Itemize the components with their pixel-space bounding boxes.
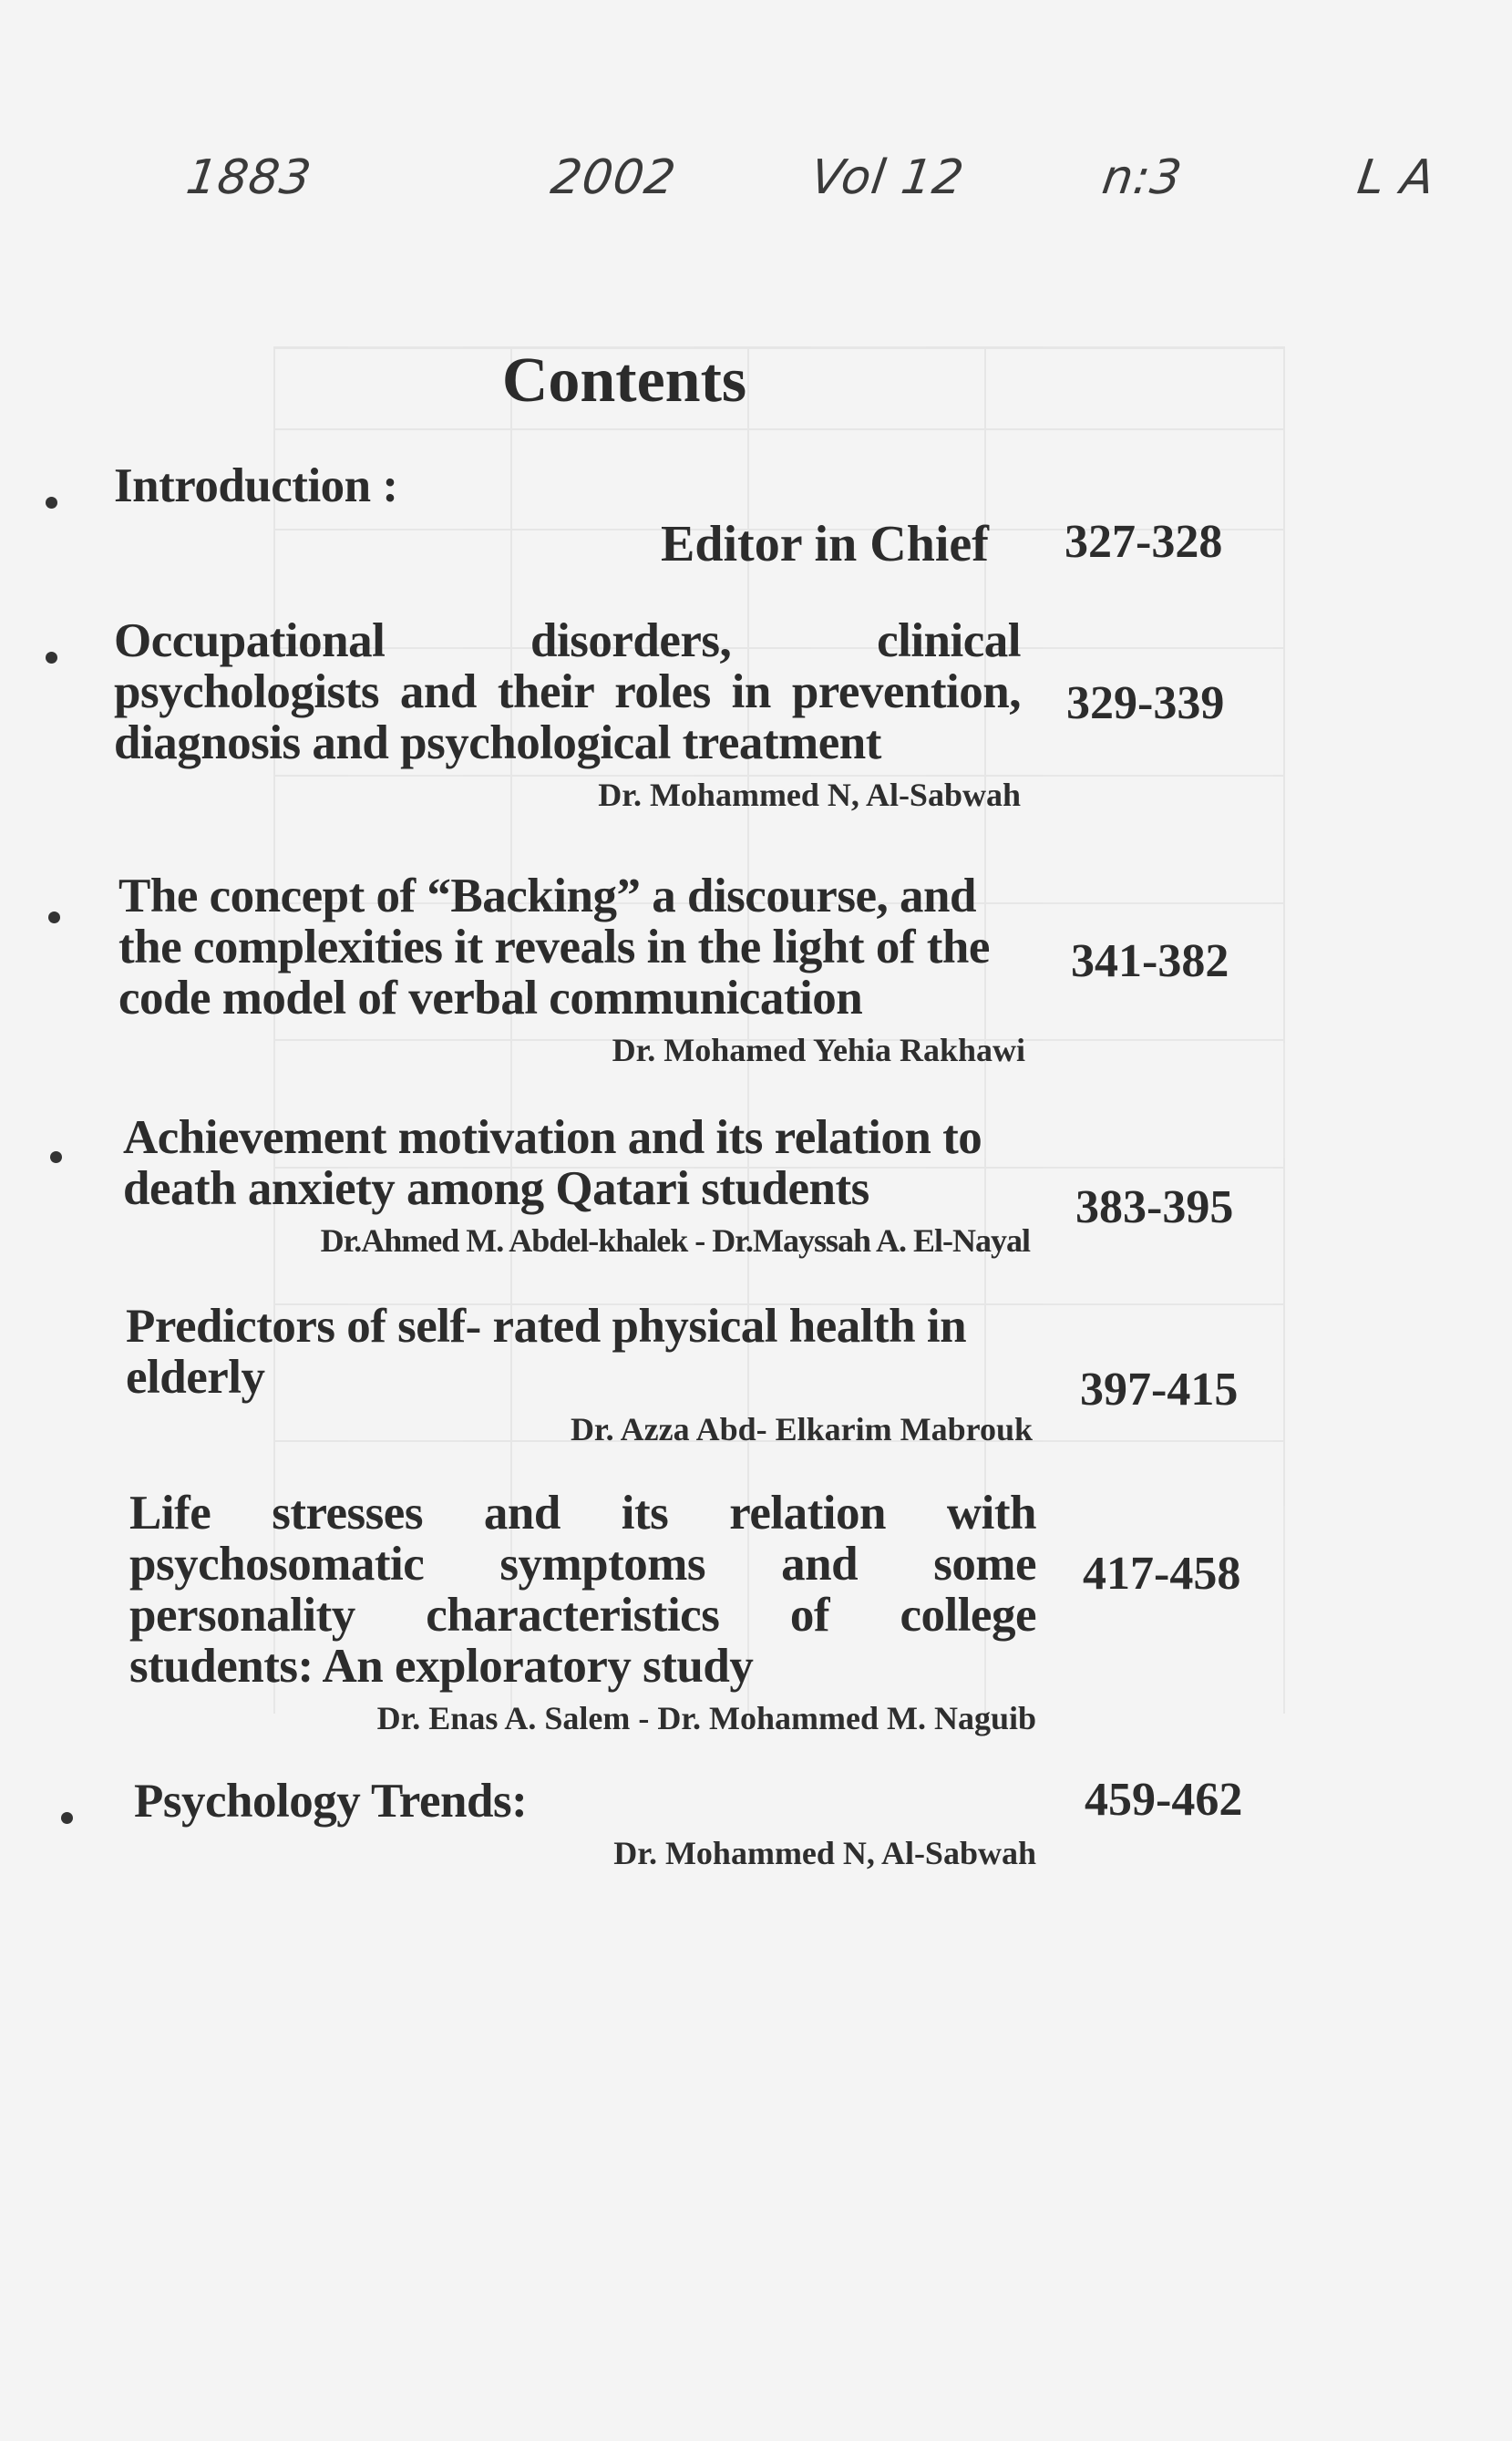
toc-entry	[126, 1301, 1033, 1448]
handwritten-note: 1883	[182, 150, 315, 205]
entry-author: Dr.Ahmed M. Abdel-khalek - Dr.Mayssah A. El-Nayal	[320, 1222, 1030, 1259]
page-title: Contents	[501, 345, 747, 416]
entry-title: The concept of “Backing” a discourse, and the complexities it reveals in the light of the code model of verbal communication	[118, 870, 990, 1025]
toc-entry	[114, 460, 1025, 511]
bullet-icon	[50, 1151, 62, 1163]
entry-author: Editor in Chief	[661, 516, 989, 572]
entry-title: Introduction :	[114, 459, 398, 512]
entry-author: Dr. Mohammed N, Al-Sabwah	[613, 1835, 1036, 1871]
entry-title: Psychology Trends:	[134, 1775, 528, 1828]
entry-pages: 397-415	[1080, 1364, 1239, 1416]
entry-pages: 383-395	[1075, 1181, 1234, 1233]
toc-entry	[123, 1112, 1030, 1260]
bullet-icon	[61, 1812, 73, 1824]
entry-author: Dr. Enas A. Salem - Dr. Mohammed M. Naguib	[376, 1700, 1036, 1736]
handwritten-note: Vol 12	[807, 150, 968, 205]
bullet-icon	[46, 652, 57, 664]
entry-pages: 459-462	[1085, 1774, 1243, 1826]
entry-author: Dr. Mohammed N, Al-Sabwah	[598, 777, 1021, 813]
toc-entry	[114, 615, 1021, 814]
entry-pages: 329-339	[1066, 677, 1225, 729]
bullet-icon	[48, 912, 60, 923]
entry-pages: 417-458	[1083, 1548, 1241, 1600]
entry-title: Occupational disorders, clinical psychologists and their roles in prevention, diagnosis and psychological treatment	[114, 614, 1021, 769]
handwritten-note: n:3	[1098, 150, 1186, 205]
handwritten-note: L A	[1353, 150, 1439, 205]
entry-author: Dr. Mohamed Yehia Rakhawi	[612, 1032, 1025, 1068]
entry-title: Predictors of self- rated physical health in elderly	[126, 1300, 967, 1404]
bullet-icon	[46, 497, 57, 509]
toc-entry	[118, 870, 1025, 1069]
entry-author: Dr. Azza Abd- Elkarim Mabrouk	[570, 1411, 1033, 1447]
toc-entry	[129, 1488, 1036, 1737]
entry-title: Achievement motivation and its relation to death anxiety among Qatari students	[123, 1111, 982, 1215]
handwritten-note: 2002	[547, 150, 680, 205]
entry-title: Life stresses and its relation with psychosomatic symptoms and some personality characteristics of college students: An exploratory study	[129, 1487, 1036, 1693]
entry-pages: 341-382	[1071, 935, 1229, 987]
entry-pages: 327-328	[1065, 516, 1223, 568]
toc-entry	[134, 1776, 1036, 1872]
